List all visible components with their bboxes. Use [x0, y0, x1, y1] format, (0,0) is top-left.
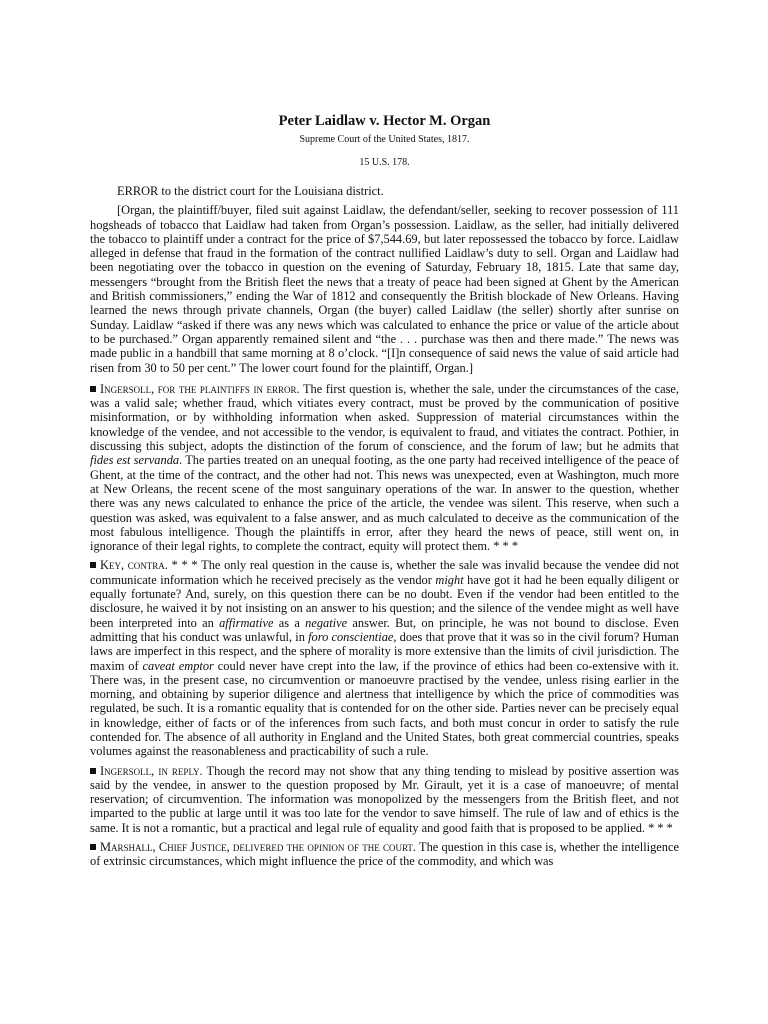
ingersoll-heading: Ingersoll, for the plaintiffs in error. — [100, 381, 300, 396]
bullet-square-icon — [90, 844, 96, 850]
citation: 15 U.S. 178. — [359, 157, 410, 168]
key-argument: Key, contra. * * * The only real question in the cause is, whether the sale was invalid because the vendee did not communicate information which he received precisely as the vendor might have got it had he been equally diligent or equally fortunate? And, surely, on this question there can be no doubt. Even if the vendor had been entitled to the disclosure, he waived it by not insisting on an answer to his question; and the silence of the vendee might as well have been interpreted into an affirmative as a negative answer. But, on principle, he was not bound to disclose. Even admitting that his conduct was unlawful, in foro conscientiae, does that prove that it was so in the civil forum? Human laws are imperfect in this respect, and the sphere of morality is more extensive than the limits of civil jurisdiction. The maxim of caveat emptor could never have crept into the law, if the province of ethics had been co-extensive with it. There was, in the present case, no circumvention or manoeuvre practised by the vendee, unless rising earlier in the morning, and obtaining by superior diligence and alertness that intelligence by which the price of commodities was regulated, be such. It is a romantic equality that is contended for on the other side. Parties never can be precisely equal in knowledge, either of facts or of the inferences from such facts, and both must concur in order to satisfy the rule contended for. The absence of all authority in England and the United States, both great commercial countries, speaks volumes against the reasonableness and practicability of such a rule. — [90, 558, 679, 759]
marshall-heading: Marshall, Chief Justice, delivered the opinion of the court. — [100, 840, 417, 855]
bullet-square-icon — [90, 768, 96, 774]
bullet-square-icon — [90, 562, 96, 568]
document-page — [90, 112, 679, 869]
court-line: Supreme Court of the United States, 1817. — [299, 134, 470, 145]
reply-argument: Ingersoll, in reply. Though the record may not show that any thing tending to mislead by positive assertion was said by the vendee, in answer to the question proposed by Mr. Girault, yet it is a case of manoeuvre; of mental reservation; of circumvention. The information was monopolized by the messengers from the British fleet, and not imparted to the public at large until it was too late for the vendor to save himself. The rule of law and of ethics is the same. It is not a romantic, but a practical and legal rule of equality and good faith that is proposed to be applied. * * * — [90, 763, 679, 835]
intro-paragraph: ERROR to the district court for the Louisiana district. — [117, 184, 384, 198]
key-heading: Key, contra. — [100, 558, 168, 573]
case-title: Peter Laidlaw v. Hector M. Organ — [278, 113, 491, 129]
reply-heading: Ingersoll, in reply. — [100, 763, 203, 778]
facts-paragraph: [Organ, the plaintiff/buyer, filed suit against Laidlaw, the defendant/seller, seeking to recover possession of 111 hogsheads of tobacco that Laidlaw had taken from Organ’s possession. Laidlaw, as the seller, had initially delivered the tobacco to plaintiff under a contract for the price of $7,544.69, but later repossessed the tobacco by force. Laidlaw alleged in defense that fraud in the formation of the contract nullified Laidlaw’s duty to sell. Organ and Laidlaw had been negotiating over the tobacco in question on the evening of Saturday, February 18, 1815. Late that same day, messengers “brought from the British fleet the news that a treaty of peace had been signed at Ghent by the American and British commissioners,” ending the War of 1812 and consequently the British blockade of New Orleans. Having learned the news through private channels, Organ (the buyer) called Laidlaw (the seller) shortly after sunrise on Sunday. Laidlaw “asked if there was any news which was calculated to enhance the price or value of the article about to be purchased.” Organ apparently remained silent and “the . . . purchase was then and there made.” The news was made public in a handbill that same morning at 8 o’clock. “[I]n consequence of said news the value of said article had risen from 30 to 50 per cent.” The lower court found for the plaintiff, Organ.] — [90, 203, 679, 375]
latin-phrase: fides est servanda — [90, 453, 180, 468]
bullet-square-icon — [90, 386, 96, 392]
marshall-opinion: Marshall, Chief Justice, delivered the opinion of the court. The question in this case is, whether the intelligence of extrinsic circumstances, which might influence the price of the commodity, and which was — [90, 840, 679, 869]
ingersoll-argument: Ingersoll, for the plaintiffs in error. The first question is, whether the sale, under the circumstances of the case, was a valid sale; whether fraud, which vitiates every contract, must be proved by the communication of positive misinformation, or by withholding information when asked. Suppression of material circumstances within the knowledge of the vendee, and not accessible to the vendor, is equivalent to fraud, and vitiates the contract. Pothier, in discussing this subject, adopts the distinction of the forum of conscience, and the forum of law; but he admits that fides est servanda. The parties treated on an unequal footing, as the one party had received intelligence of the peace of Ghent, at the time of the contract, and the other had not. This news was unexpected, even at Washington, much more at New Orleans, the recent scene of the most sanguinary operations of the war. In answer to the question, whether there was any news calculated to enhance the price of the article, the vendee was silent. This reserve, when such a question was asked, was equivalent to a false answer, and as much calculated to deceive as the communication of the most fabulous intelligence. Though the plaintiffs in error, after they heard the news of peace, still went on, in ignorance of their legal rights, to complete the contract, equity will protect them. * * * — [90, 381, 680, 554]
